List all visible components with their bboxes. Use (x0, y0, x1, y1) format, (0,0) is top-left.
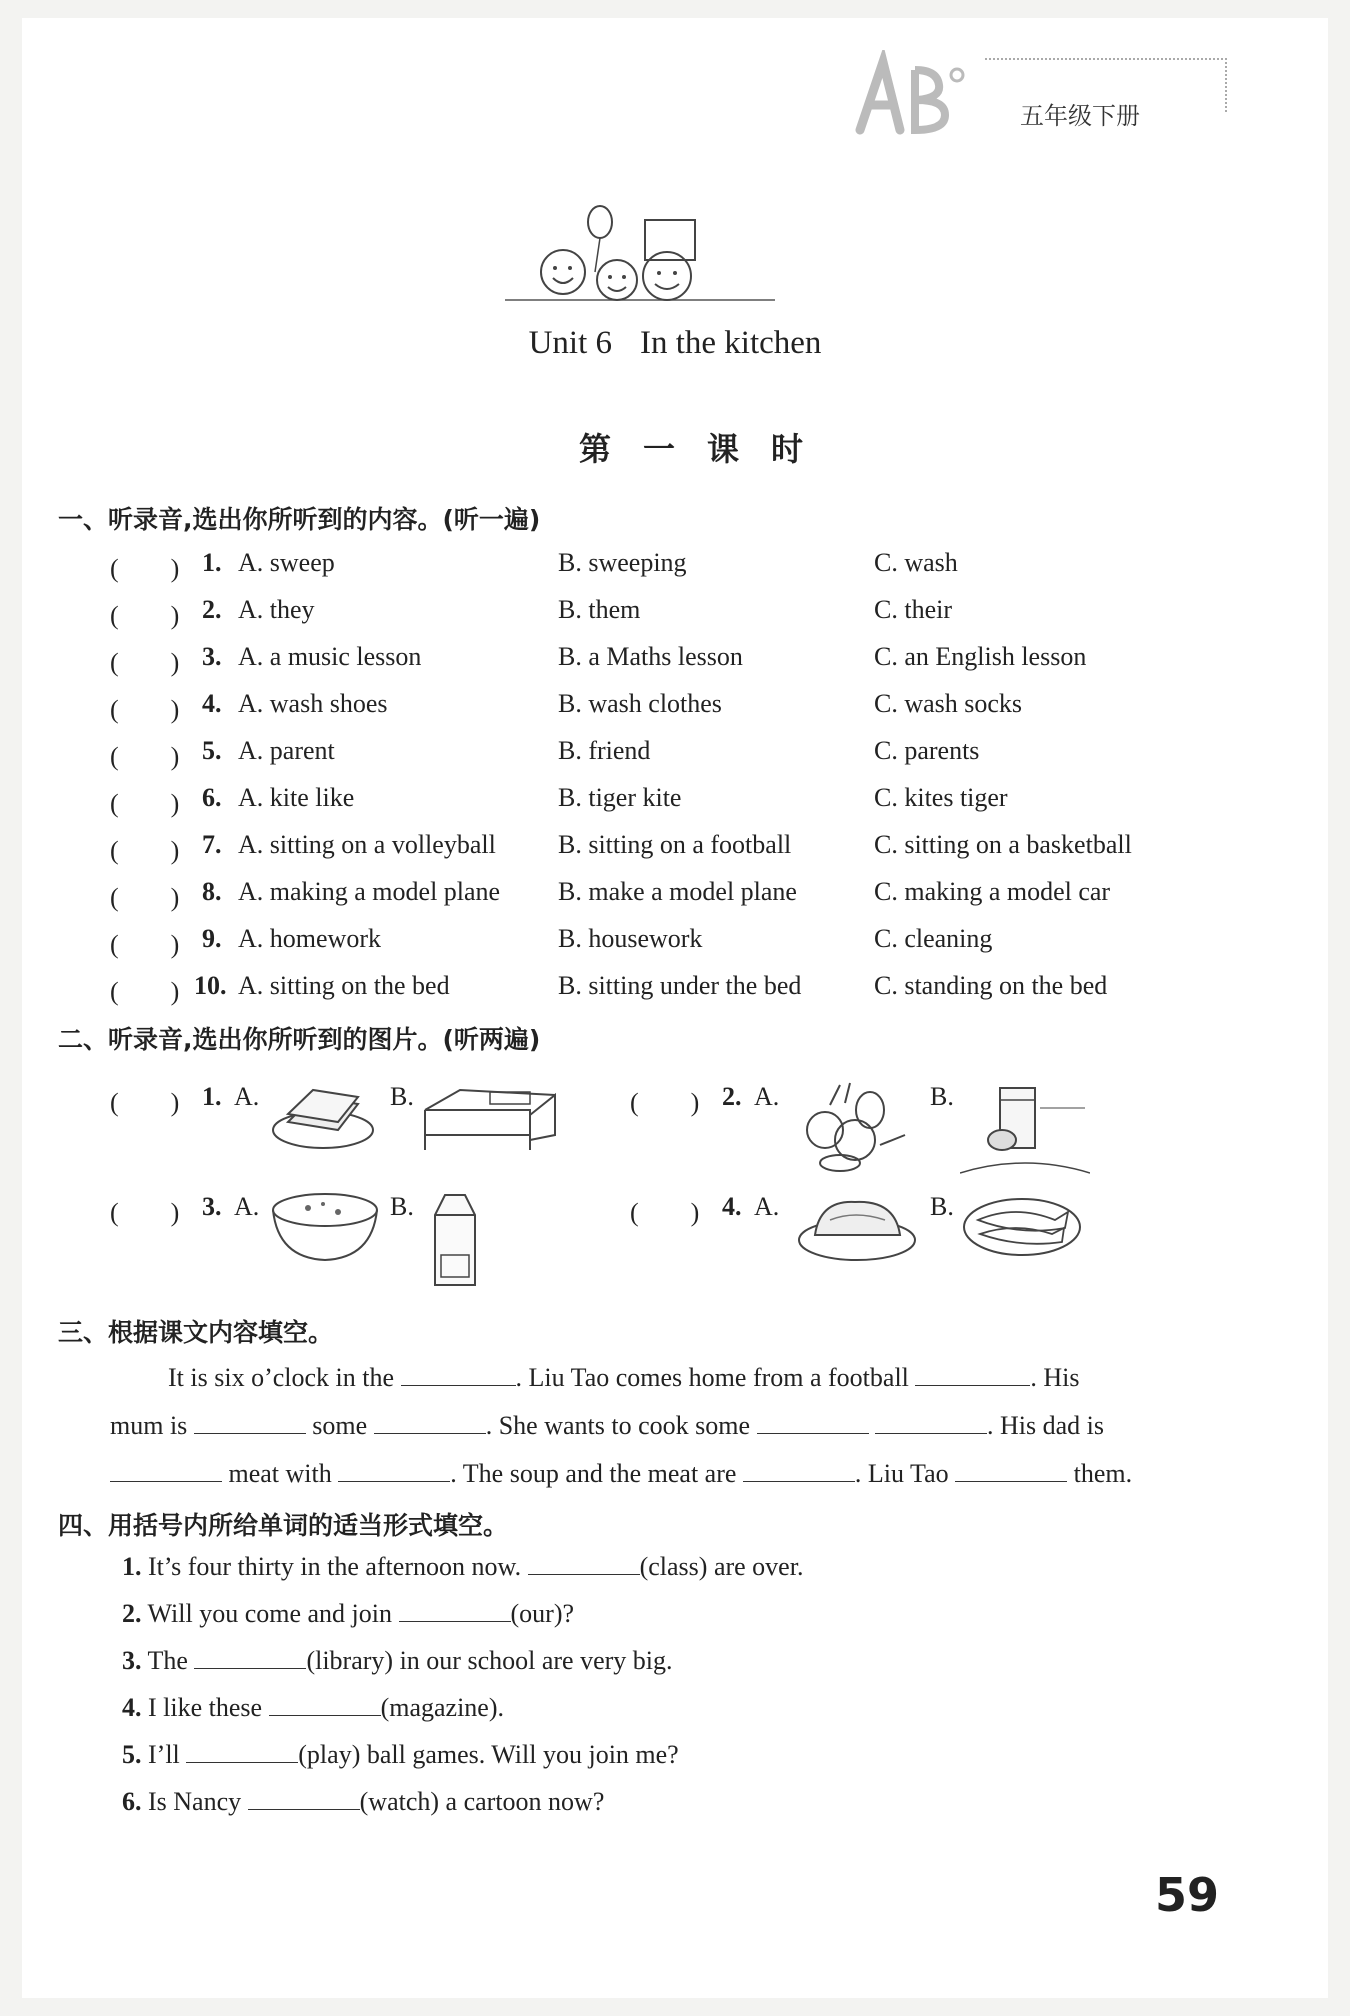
bread-slices-icon[interactable] (268, 1082, 378, 1152)
passage-line-2 (110, 1402, 1210, 1450)
unit-title (0, 325, 1350, 362)
soup-bowl-icon[interactable] (268, 1188, 383, 1268)
page-number: 59 (1155, 1868, 1220, 1922)
item-number: 1. (122, 1552, 142, 1581)
answer-paren[interactable]: ( ) (110, 1198, 180, 1227)
unit-name: In the kitchen (639, 325, 822, 361)
passage-text: . His (1030, 1363, 1080, 1392)
answer-blank[interactable] (269, 1693, 381, 1716)
answer-blank[interactable] (110, 1459, 222, 1482)
section1-item (110, 783, 1260, 823)
item-number: 5. (122, 1740, 142, 1769)
option-a: A. homework (238, 924, 381, 953)
passage-text: them. (1073, 1459, 1133, 1488)
passage-text: . Liu Tao comes home from a football (515, 1363, 909, 1392)
passage-line-1 (168, 1354, 1218, 1402)
answer-blank[interactable] (915, 1363, 1030, 1386)
item-number: 2. (202, 595, 222, 624)
option-c: C. sitting on a basketball (874, 830, 1132, 859)
option-a-label: A. (754, 1192, 780, 1221)
option-b: B. housework (558, 924, 703, 953)
item-number: 6. (122, 1787, 142, 1816)
item-text: It’s four thirty in the afternoon now. (148, 1552, 522, 1581)
word-hint: (magazine) (380, 1693, 498, 1722)
option-b: B. sitting under the bed (558, 971, 802, 1000)
option-a-label: A. (754, 1082, 780, 1111)
section1-item (110, 971, 1260, 1011)
section1-item (110, 877, 1260, 917)
option-a: A. kite like (238, 783, 355, 812)
section1-item (110, 689, 1260, 729)
item-number: 2. (122, 1599, 142, 1628)
option-c: C. their (874, 595, 952, 624)
answer-paren[interactable]: ( ) (110, 789, 180, 818)
answer-paren[interactable]: ( ) (110, 836, 180, 865)
word-hint: (our) (510, 1599, 563, 1628)
passage-text: . His dad is (987, 1411, 1104, 1440)
section1-item (110, 830, 1260, 870)
passage-text: mum is (110, 1411, 188, 1440)
item-number: 4. (122, 1693, 142, 1722)
passage-text: meat with (228, 1459, 332, 1488)
item-number: 5. (202, 736, 222, 765)
passage-text: some (312, 1411, 368, 1440)
option-b-label: B. (930, 1192, 954, 1221)
item-number: 7. (202, 830, 222, 859)
unit-number: Unit 6 (528, 325, 612, 361)
item-text: ball games. Will you join me? (366, 1740, 679, 1769)
vegetables-icon[interactable] (790, 1075, 910, 1175)
answer-paren[interactable]: ( ) (630, 1088, 700, 1117)
milk-carton-icon[interactable] (425, 1185, 485, 1290)
option-c: C. cleaning (874, 924, 993, 953)
section1-item (110, 736, 1260, 776)
section4-item (122, 1552, 803, 1582)
answer-blank[interactable] (194, 1646, 306, 1669)
option-a-label: A. (234, 1082, 260, 1111)
item-number: 4. (722, 1192, 742, 1221)
answer-blank[interactable] (194, 1411, 306, 1434)
item-text: Is Nancy (148, 1787, 242, 1816)
item-number: 3. (122, 1646, 142, 1675)
answer-blank[interactable] (528, 1552, 640, 1575)
option-b-label: B. (930, 1082, 954, 1111)
word-hint: (class) (639, 1552, 708, 1581)
item-number: 2. (722, 1082, 742, 1111)
option-b-label: B. (390, 1082, 414, 1111)
option-b: B. sweeping (558, 548, 687, 577)
item-number: 8. (202, 877, 222, 906)
answer-blank[interactable] (248, 1787, 360, 1810)
item-text: The (147, 1646, 188, 1675)
item-number: 6. (202, 783, 222, 812)
section4-heading: 四、用括号内所给单词的适当形式填空。 (58, 1511, 509, 1540)
answer-blank[interactable] (186, 1740, 298, 1763)
option-b-label: B. (390, 1192, 414, 1221)
item-text: in our school are very big. (399, 1646, 673, 1675)
item-number: 1. (202, 1082, 222, 1111)
option-a: A. they (238, 595, 315, 624)
item-number: 3. (202, 642, 222, 671)
answer-blank[interactable] (399, 1599, 511, 1622)
word-hint: (watch) (359, 1787, 440, 1816)
bed-icon[interactable] (420, 1080, 560, 1155)
lesson-title: 第一课时 (578, 430, 835, 468)
section1-item (110, 642, 1260, 682)
passage-text: . Liu Tao (854, 1459, 949, 1488)
option-a: A. sitting on a volleyball (238, 830, 496, 859)
answer-blank[interactable] (875, 1411, 987, 1434)
option-b: B. friend (558, 736, 651, 765)
meat-plate-icon[interactable] (795, 1190, 920, 1265)
option-a: A. a music lesson (238, 642, 422, 671)
passage-line-3 (110, 1450, 1210, 1498)
section2-heading: 二、听录音,选出你所听到的图片。(听两遍) (58, 1025, 541, 1054)
section1-item (110, 924, 1260, 964)
option-a: A. sweep (238, 548, 335, 577)
answer-blank[interactable] (955, 1459, 1067, 1482)
answer-paren[interactable]: ( ) (110, 930, 180, 959)
section1-item (110, 548, 1260, 588)
section3-heading: 三、根据课文内容填空。 (58, 1318, 334, 1347)
option-b: B. wash clothes (558, 689, 722, 718)
word-hint: (library) (306, 1646, 394, 1675)
option-a: A. sitting on the bed (238, 971, 450, 1000)
option-c: C. an English lesson (874, 642, 1087, 671)
answer-paren[interactable]: ( ) (110, 1088, 180, 1117)
item-number: 4. (202, 689, 222, 718)
item-text: Will you come and join (147, 1599, 392, 1628)
answer-blank[interactable] (374, 1411, 486, 1434)
section4-item (122, 1693, 504, 1723)
answer-paren[interactable]: ( ) (110, 883, 180, 912)
section4-item (122, 1740, 679, 1770)
item-text: a cartoon now? (445, 1787, 605, 1816)
option-c: C. standing on the bed (874, 971, 1108, 1000)
glass-of-juice-icon[interactable] (960, 1078, 1090, 1178)
item-number: 3. (202, 1192, 222, 1221)
section1-item (110, 595, 1260, 635)
answer-paren[interactable]: ( ) (110, 742, 180, 771)
option-c: C. wash socks (874, 689, 1023, 718)
option-c: C. parents (874, 736, 980, 765)
option-b: B. them (558, 595, 641, 624)
answer-paren[interactable]: ( ) (110, 601, 180, 630)
answer-paren[interactable]: ( ) (630, 1198, 700, 1227)
option-c: C. kites tiger (874, 783, 1008, 812)
option-a: A. wash shoes (238, 689, 388, 718)
word-hint: (play) (298, 1740, 361, 1769)
option-b: B. sitting on a football (558, 830, 792, 859)
item-text: are over. (713, 1552, 804, 1581)
answer-blank[interactable] (338, 1459, 450, 1482)
item-text: I’ll (148, 1740, 180, 1769)
fish-plate-icon[interactable] (960, 1192, 1085, 1262)
answer-blank[interactable] (743, 1459, 855, 1482)
option-b: B. tiger kite (558, 783, 682, 812)
answer-blank[interactable] (401, 1363, 516, 1386)
section1-heading: 一、听录音,选出你所听到的内容。(听一遍) (58, 505, 541, 534)
section4-item (122, 1599, 574, 1629)
item-number: 10. (194, 971, 227, 1000)
option-b: B. make a model plane (558, 877, 797, 906)
item-text: . (497, 1693, 505, 1722)
option-a: A. parent (238, 736, 335, 765)
answer-paren[interactable]: ( ) (110, 977, 180, 1006)
children-illustration-icon (505, 200, 775, 310)
answer-paren[interactable]: ( ) (110, 648, 180, 677)
answer-paren[interactable]: ( ) (110, 695, 180, 724)
passage-text: . She wants to cook some (485, 1411, 750, 1440)
item-number: 9. (202, 924, 222, 953)
option-c: C. wash (874, 548, 958, 577)
option-c: C. making a model car (874, 877, 1111, 906)
section4-item (122, 1646, 673, 1676)
passage-text: . The soup and the meat are (450, 1459, 737, 1488)
item-text: ? (562, 1599, 575, 1628)
answer-paren[interactable]: ( ) (110, 554, 180, 583)
section4-item (122, 1787, 604, 1817)
option-a: A. making a model plane (238, 877, 501, 906)
item-text: I like these (148, 1693, 263, 1722)
item-number: 1. (202, 548, 222, 577)
grade-label: 五年级下册 (1020, 102, 1140, 130)
option-a-label: A. (234, 1192, 260, 1221)
ab-logo-icon (845, 50, 995, 140)
option-b: B. a Maths lesson (558, 642, 743, 671)
answer-blank[interactable] (757, 1411, 869, 1434)
passage-text: It is six o’clock in the (168, 1363, 395, 1392)
